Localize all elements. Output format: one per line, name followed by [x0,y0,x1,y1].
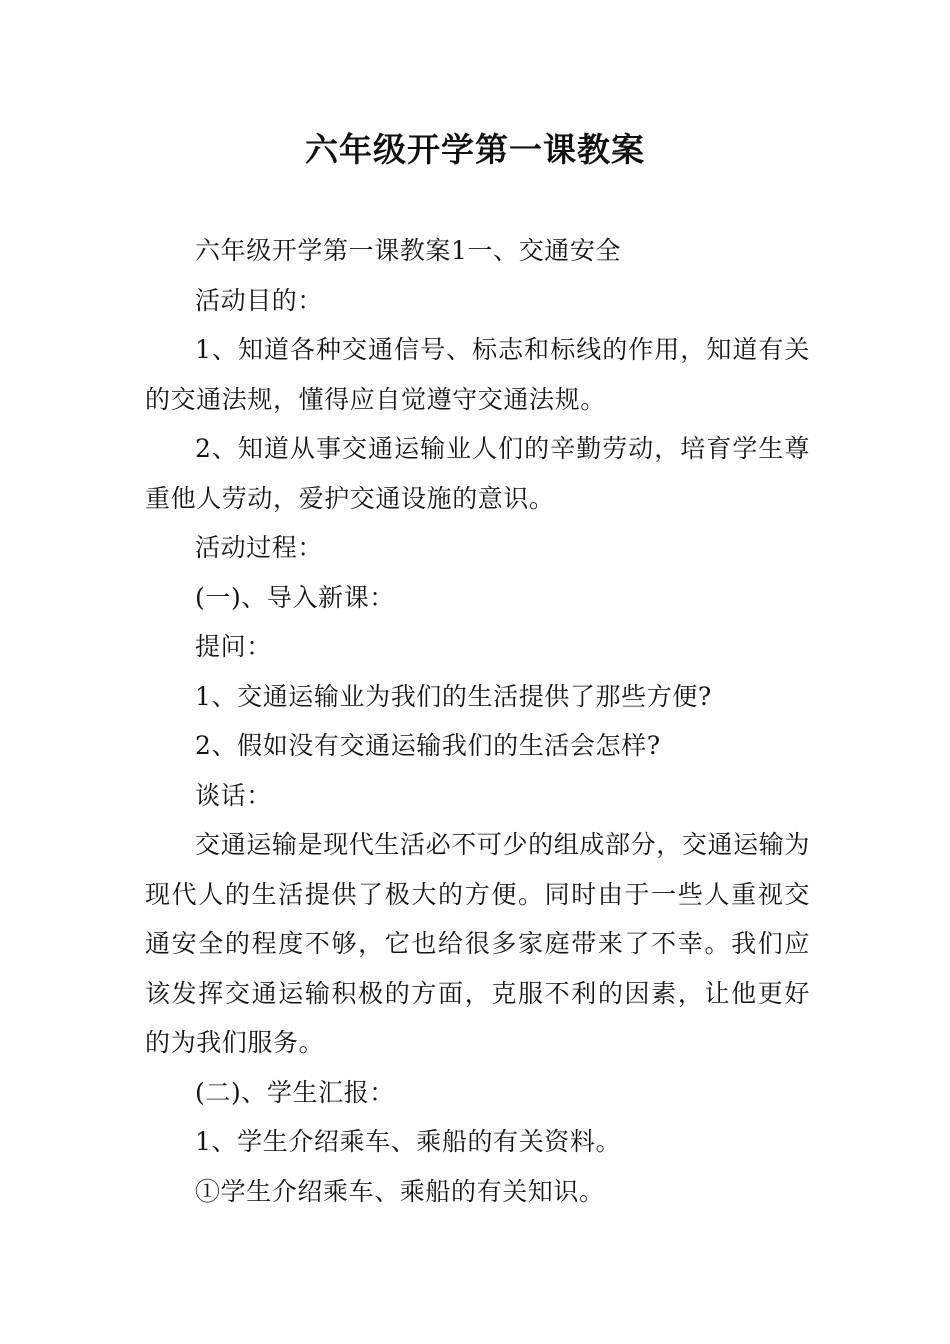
paragraph-activity-process-label: 活动过程： [195,533,324,562]
paragraph-section-2-heading: (二)、学生汇报： [195,1077,395,1107]
paragraph-goal-1: 1、知道各种交通信号、标志和标线的作用，知道有关的交通法规，懂得应自觉遵守交通法规。 [145,335,810,414]
document-title: 六年级开学第一课教案 [305,130,645,169]
paragraph-talk-label: 谈话： [195,780,272,810]
document-body [145,226,810,1216]
paragraph-report-1: 1、学生介绍乘车、乘船的有关资料。 [195,1127,622,1156]
paragraph-question-1: 1、交通运输业为我们的生活提供了那些方便? [195,681,712,711]
paragraph-section-1-heading: (一)、导入新课： [195,582,395,612]
paragraph-question-label: 提问： [195,632,272,661]
paragraph-talk-content: 交通运输是现代生活必不可少的组成部分，交通运输为现代人的生活提供了极大的方便。同时由于一些人重视交通安全的程度不够，它也给很多家庭带来了不幸。我们应该发挥交通运输积极的方面，克服不利的因素，让他更好的为我们服务。 [145,830,810,1057]
paragraph-goal-2: 2、知道从事交通运输业人们的辛勤劳动，培育学生尊重他人劳动，爱护交通设施的意识。 [145,434,810,513]
paragraph-activity-goal-label: 活动目的： [195,285,324,315]
paragraph-report-1a: ①学生介绍乘车、乘船的有关知识。 [195,1176,605,1206]
paragraph-question-2: 2、假如没有交通运输我们的生活会怎样? [195,731,661,760]
paragraph-lesson-heading: 六年级开学第一课教案1一、交通安全 [195,236,622,265]
